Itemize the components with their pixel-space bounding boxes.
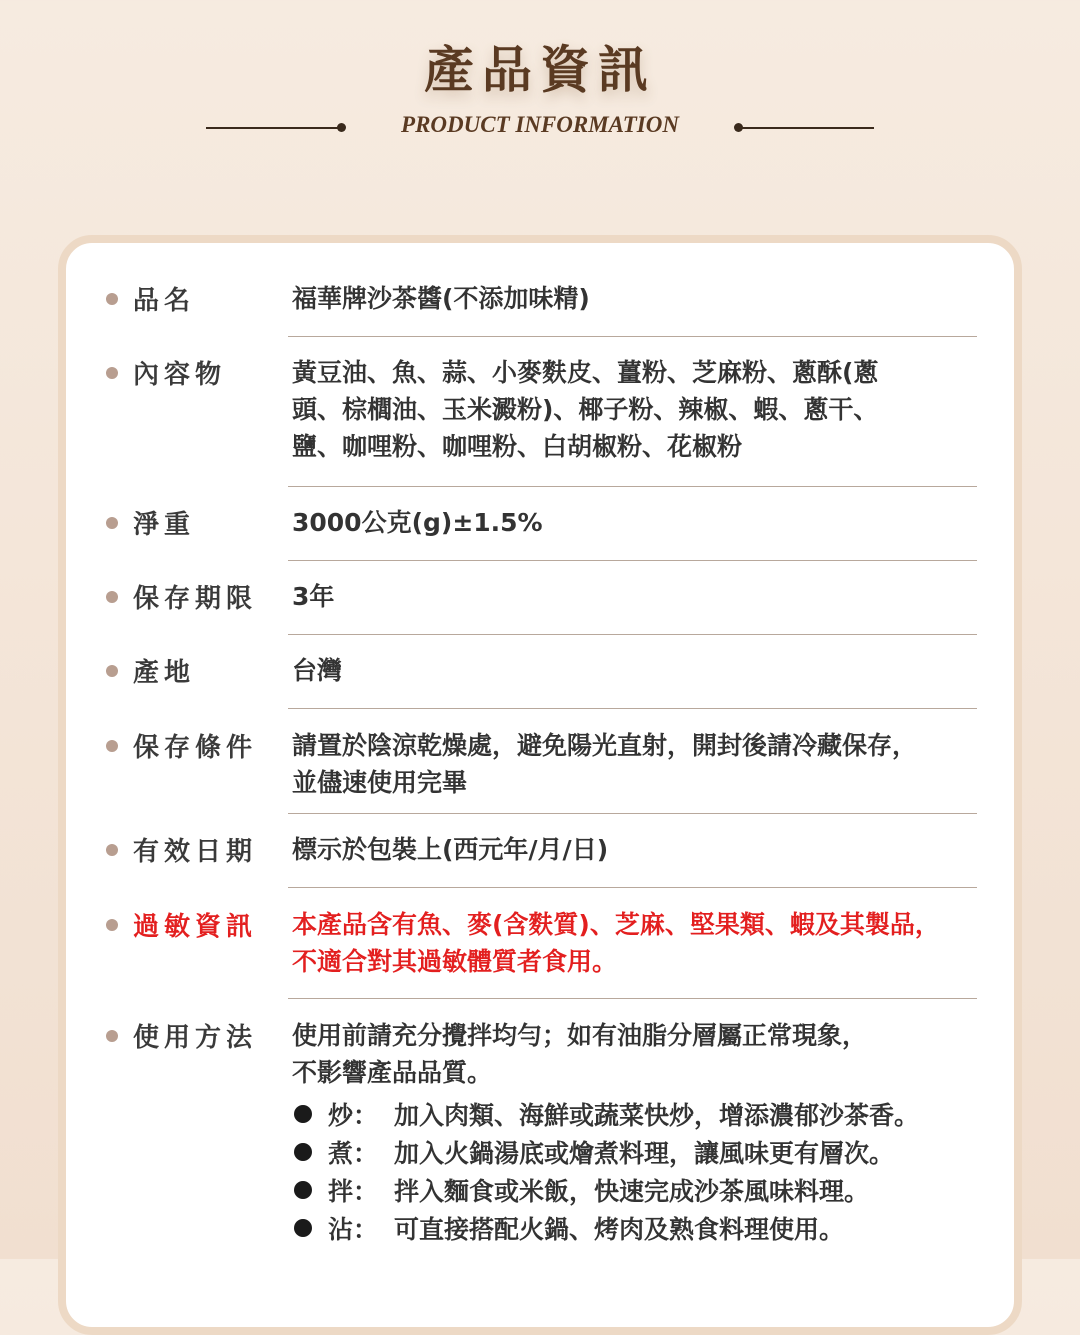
value-line: 台灣 (292, 656, 343, 685)
method-label: 沾： (328, 1215, 379, 1244)
value-line: 標示於包裝上(西元年/月/日) (292, 835, 609, 864)
row-bullet (106, 740, 118, 752)
bullet-icon (294, 1143, 312, 1161)
row-value (292, 906, 1022, 980)
row-bullet (106, 293, 118, 305)
value-line: 3000公克(g)±1.5% (292, 508, 543, 537)
row-bullet (106, 919, 118, 931)
row-label: 保存期限 (133, 584, 258, 614)
row-bullet (106, 591, 118, 603)
page-subtitle: PRODUCT INFORMATION (401, 112, 679, 137)
value-line: 本產品含有魚、麥(含麩質)、芝麻、堅果類、蝦及其製品， (292, 910, 940, 939)
value-line: 並儘速使用完畢 (292, 768, 468, 797)
method-label: 煮： (328, 1139, 379, 1168)
divider (288, 634, 977, 635)
bullet-icon (294, 1105, 312, 1123)
row-bullet (106, 367, 118, 379)
divider (288, 336, 977, 337)
method-text: 可直接搭配火鍋、烤肉及熟食料理使用。 (394, 1215, 845, 1244)
bullet-icon (294, 1219, 312, 1237)
method-text: 拌入麵食或米飯，快速完成沙茶風味料理。 (394, 1177, 870, 1206)
row-label: 品名 (133, 286, 196, 316)
row-bullet (106, 517, 118, 529)
row-label: 過敏資訊 (133, 912, 258, 942)
divider (288, 813, 977, 814)
divider (288, 998, 977, 999)
row-label: 有效日期 (133, 837, 258, 867)
row-value (292, 1017, 1022, 1091)
value-line: 3年 (292, 582, 335, 611)
value-line: 不適合對其過敏體質者食用。 (292, 947, 618, 976)
divider (288, 560, 977, 561)
row-value (292, 280, 1022, 317)
row-label: 內容物 (133, 360, 227, 390)
subtitle-row (0, 112, 1080, 144)
header (0, 0, 1080, 200)
row-value (292, 831, 1022, 868)
right-decor-line (739, 127, 874, 129)
row-label: 淨重 (133, 510, 196, 540)
row-value (292, 652, 1022, 689)
method-text: 加入肉類、海鮮或蔬菜快炒，增添濃郁沙茶香。 (394, 1101, 920, 1130)
value-line: 鹽、咖哩粉、咖哩粉、白胡椒粉、花椒粉 (292, 432, 743, 461)
value-line: 請置於陰涼乾燥處，避免陽光直射，開封後請冷藏保存， (292, 731, 918, 760)
value-line: 不影響產品品質。 (292, 1058, 493, 1087)
row-label: 保存條件 (133, 733, 258, 763)
divider (288, 486, 977, 487)
value-line: 使用前請充分攪拌均勻；如有油脂分層屬正常現象， (292, 1021, 868, 1050)
row-value (292, 504, 1022, 541)
divider (288, 887, 977, 888)
method-label: 拌： (328, 1177, 379, 1206)
value-line: 福華牌沙茶醬(不添加味精) (292, 284, 590, 313)
method-label: 炒： (328, 1101, 379, 1130)
value-line: 頭、棕櫚油、玉米澱粉)、椰子粉、辣椒、蝦、蔥干、 (292, 395, 879, 424)
divider (288, 708, 977, 709)
value-line: 黃豆油、魚、蒜、小麥麩皮、薑粉、芝麻粉、蔥酥(蔥 (292, 358, 879, 387)
bullet-icon (294, 1181, 312, 1199)
row-value (292, 354, 1022, 465)
method-text: 加入火鍋湯底或燴煮料理，讓風味更有層次。 (394, 1139, 895, 1168)
row-value (292, 578, 1022, 615)
row-bullet (106, 665, 118, 677)
row-bullet (106, 1030, 118, 1042)
row-label: 使用方法 (133, 1023, 258, 1053)
row-label: 產地 (133, 658, 196, 688)
row-bullet (106, 844, 118, 856)
page-title: 產品資訊 (424, 40, 656, 99)
row-value (292, 727, 1022, 801)
